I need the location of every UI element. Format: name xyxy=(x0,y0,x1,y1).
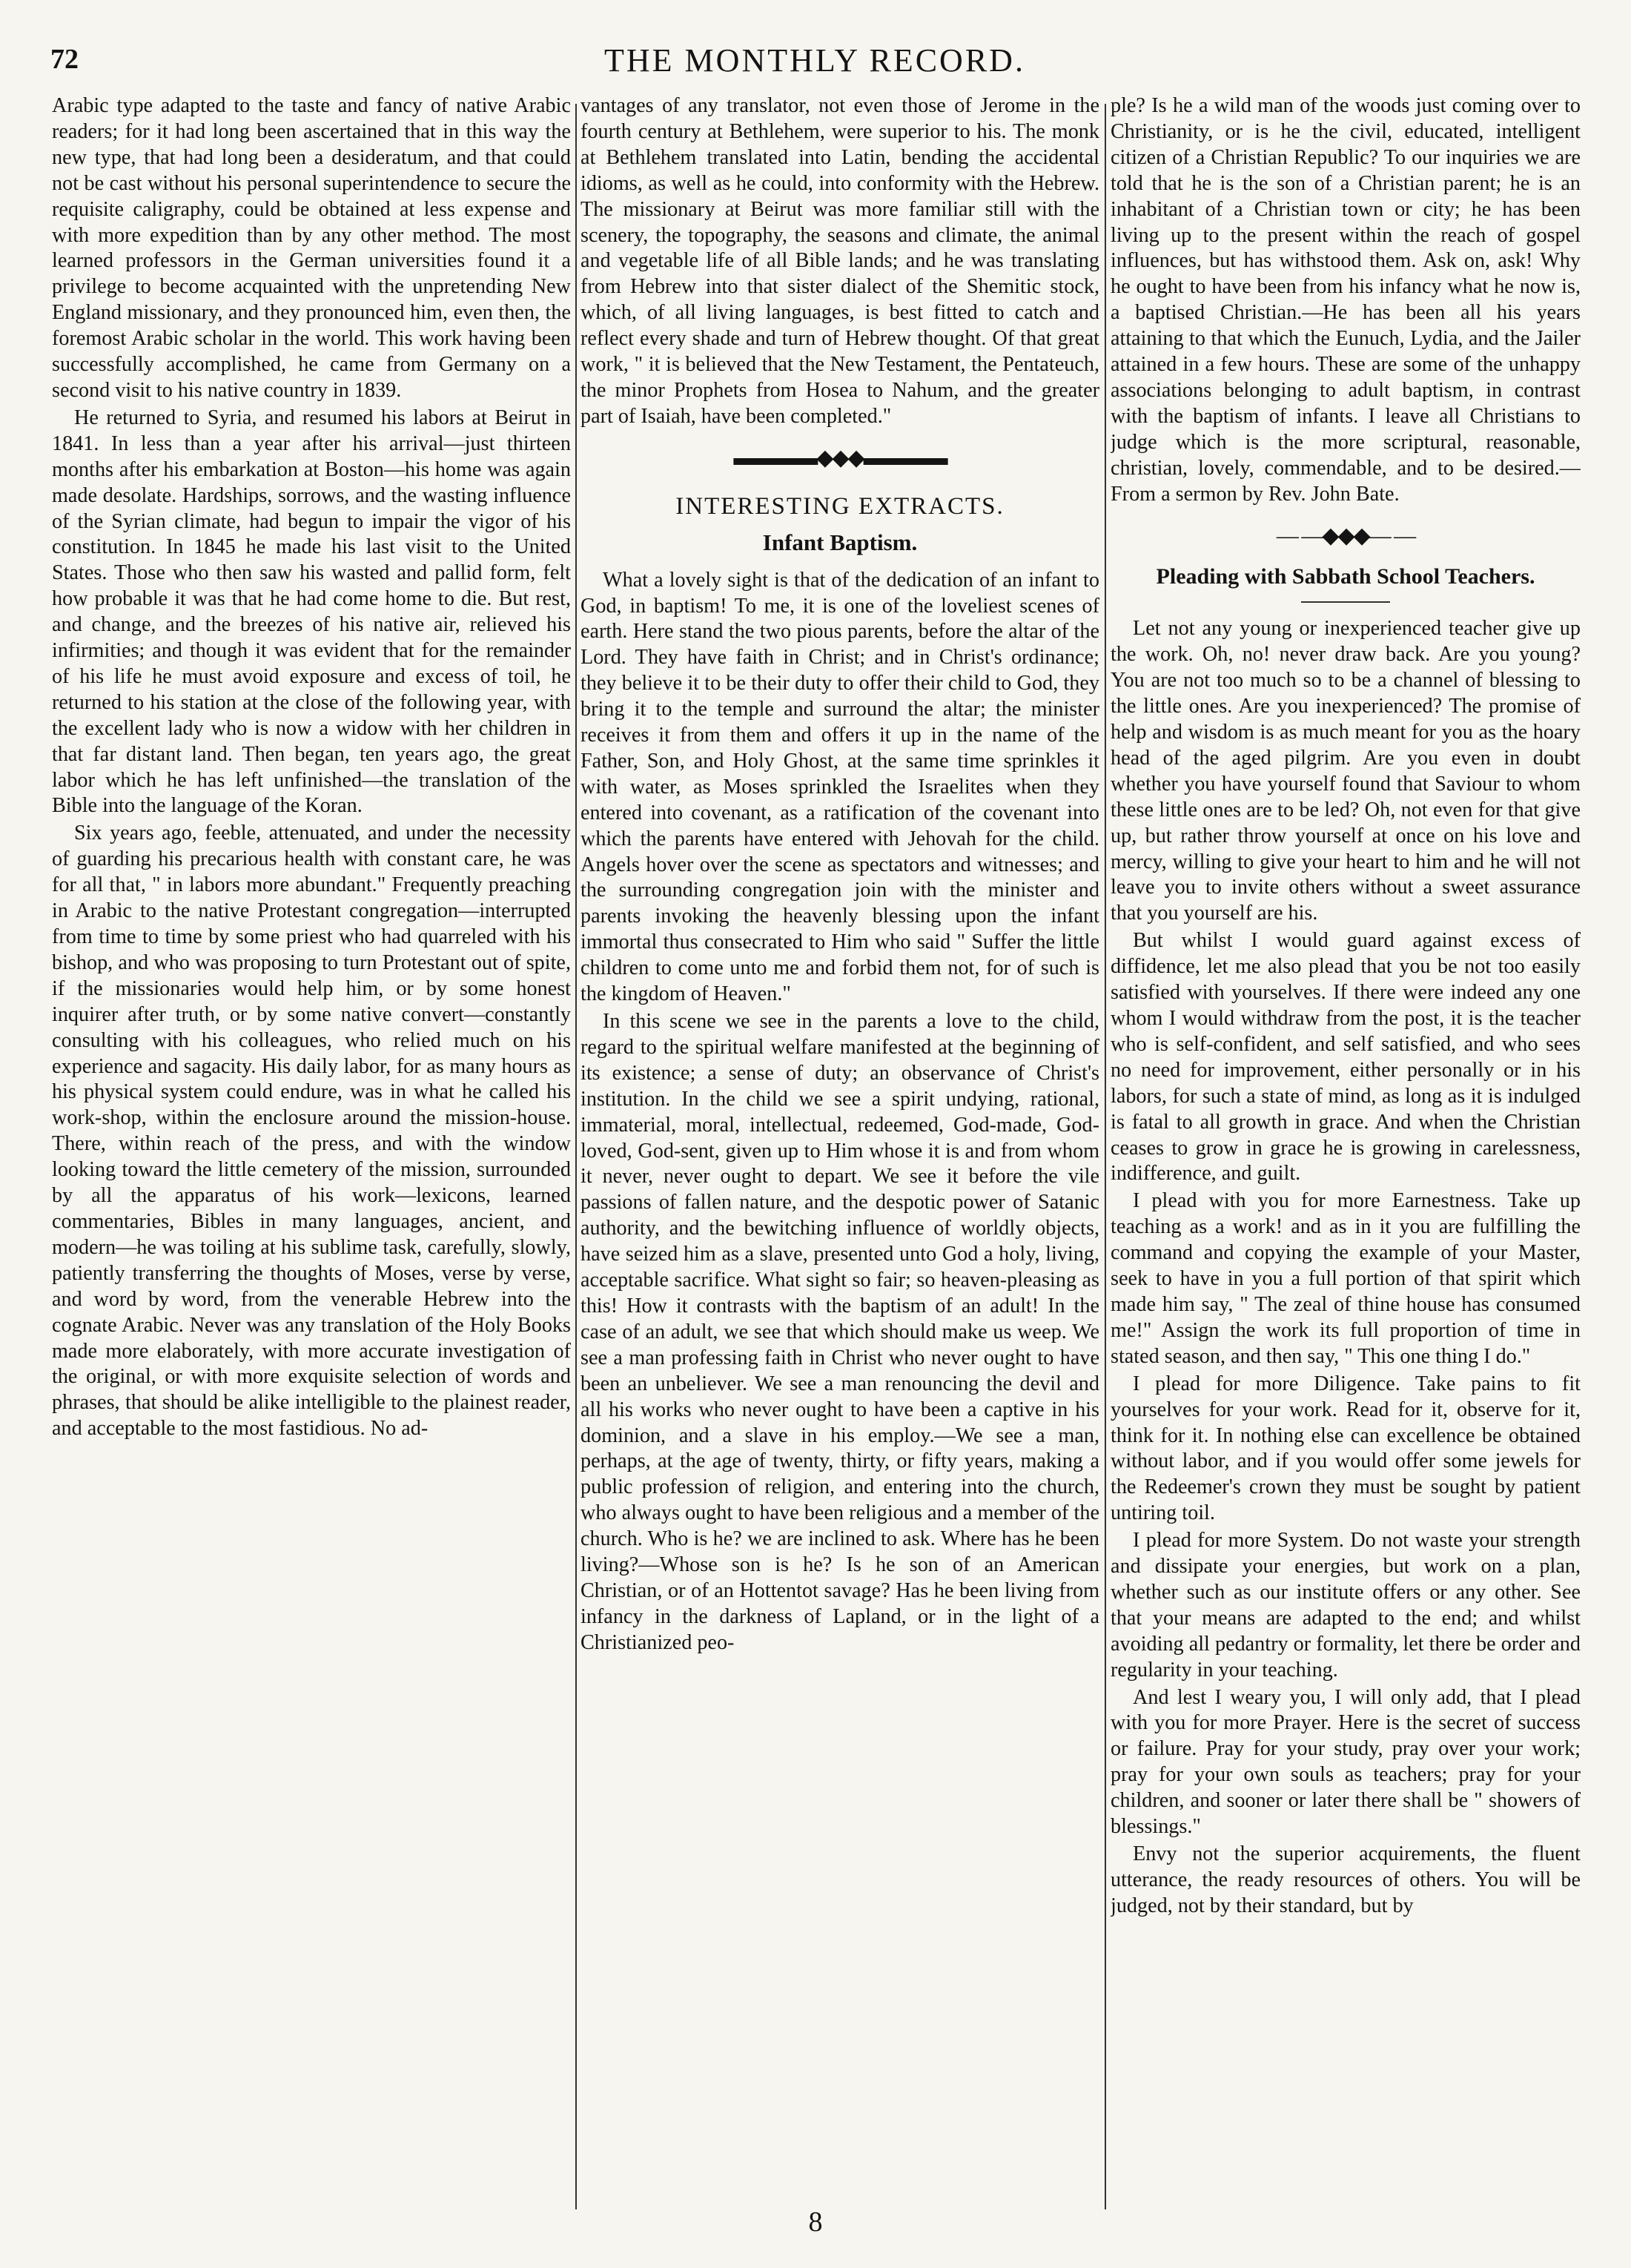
column-rule-right xyxy=(1105,104,1106,2209)
paragraph: Envy not the superior acquirements, the fluent utterance, the ready resources of others. You will be judged, not by their standard, but by xyxy=(1111,1842,1581,1917)
paragraph: What a lovely sight is that of the dedication of an infant to God, in baptism! To me, it is one of the loveliest scenes of earth. Here stand the two pious parents, before the altar of the Lord. They have faith in Christ; and in Christ's ordinance; they believe it to be their duty to offer their child to God, they bring it to the temple and surround the altar; the minister receives it from them and offers it up in the name of the Father, Son, and Holy Ghost, at the same time sprinkles it with water, as Moses sprinkled the Israelites when they entered into covenant, as a ratification of the covenant into which the parents have entered with Jehovah for the child. Angels hover over the scene as spectators and witnesses; and the surrounding congregation join with the minister and parents invoking the heavenly blessing upon the infant immortal thus consecrated to Him who said " Suffer the little children to come unto me and forbid them not, for of such is the kingdom of Heaven." xyxy=(580,568,1099,1006)
paragraph: He returned to Syria, and resumed his labors at Beirut in 1841. In less than a year after his arrival—just thirteen months after his embarkation at Boston—his home was again made desolate. Hardships, sorrows, and the wasting influence of the Syrian climate, had begun to impair the vigor of his constitution. In 1845 he made his last visit to the United States. Those who then saw his wasted and pallid form, felt how probable it was that he had come home to die. But rest, and change, and the breezes of his native air, relieved his infirmities; and though it was evident that for the remainder of his life he must avoid exposure and excess of toil, he returned to his station at the close of the following year, with the excellent lady who is now a widow with her children in that far distant land. Then began, ten years ago, the great labor which he has left unfinished—the translation of the Bible into the language of the Koran. xyxy=(52,406,571,818)
running-title: THE MONTHLY RECORD. xyxy=(604,42,1025,79)
column-right xyxy=(1111,93,1581,2206)
paragraph: I plead for more Diligence. Take pains to fit yourselves for your work. Read for it, observe for it, think for it. In nothing else can excellence be obtained without labor, and if you would offer some jewels for the Redeemer's crown they must be sought by patient untiring toil. xyxy=(1111,1372,1581,1525)
article-title: Infant Baptism. xyxy=(762,529,918,555)
title-rule xyxy=(1301,601,1390,603)
paragraph: But whilst I would guard against excess of diffidence, let me also plead that you be not too easily satisfied with yourselves. If there were indeed any one whom I would withdraw from the post, it is the teacher who is self-confident, and self satisfied, and who sees no need for improvement, either personally or in his labors, for such a state of mind, as long as it is indulged is fatal to all growth in grace. And when the Christian ceases to grow in grace he is growing in carelessness, indifference, and guilt. xyxy=(1111,929,1581,1186)
paragraph: Let not any young or inexperienced teacher give up the work. Oh, no! never draw back. Are you young? You are not too much so to be a channel of blessing to the little ones. Are you inexperienced? The promise of help and wisdom is as much meant for you as the hoary head of the aged pilgrim. Are you even in doubt whether you have yourself found that Saviour to whom these little ones are to be led? Oh, not even for that give up, but rather throw yourself at once on his love and mercy, willing to give your heart to him and he will not leave you to invite others without a sweet assurance that you yourself are his. xyxy=(1111,617,1581,925)
paragraph-continuation: ple? Is he a wild man of the woods just coming over to Christianity, or is he the civil, educated, intelligent citizen of a Christian Republic? To our inquiries we are told that he is the son of a Christian parent; he is an inhabitant of a Christian town or city; he has been living up to the present within the reach of gospel influences, but has withstood them. Ask on, ask! Why he ought to have been from his infancy what he now is, a baptised Christian.—He has been all his years attaining to that which the Eunuch, Lydia, and the Jailer attained in a few hours. These are some of the unhappy associations belonging to adult baptism, in contrast with the baptism of infants. I leave all Christians to judge which is the more scriptural, reasonable, christian, lovely, commendable, and to be desired.—From a sermon by Rev. John Bate. xyxy=(1111,94,1581,506)
page-header xyxy=(50,39,1579,82)
paragraph: Six years ago, feeble, attenuated, and under the necessity of guarding his precarious health with constant care, he was for all that, " in labors more abundant." Frequently preaching in Arabic to the native Protestant congregation—interrupted from time to time by some priest who had quarreled with his bishop, and who was proposing to turn Protestant out of spite, if the missionaries would help him, or by some honest inquirer after truth, or by some native convert—constantly consulting with his colleagues, who relied much on his experience and sagacity. His daily labor, for as many hours as his physical system could endure, was in what he called his work-shop, within the enclosure around the mission-house. There, within reach of the press, and with the window looking toward the little cemetery of the mission, surrounded by all the apparatus of his work—lexicons, learned commentaries, Bibles in many languages, ancient, and modern—he was toiling at his sublime task, carefully, slowly, patiently transferring the thoughts of Moses, verse by verse, and word by word, from the venerable Hebrew into the cognate Arabic. Never was any translation of the Holy Books made more elaborately, with more accurate investigation of the original, or with more exquisite selection of words and phrases, that should be alike intelligible to the plainest reader, and acceptable to the most fastidious. No ad- xyxy=(52,821,571,1441)
paragraph: And lest I weary you, I will only add, that I plead with you for more Prayer. Here is the secret of success or failure. Pray for your study, pray over your work; pray for your own souls as teachers; pray for your children, and sooner or later there shall be " showers of blessings." xyxy=(1111,1685,1581,1839)
column-middle xyxy=(580,93,1099,2206)
column-rule-left xyxy=(575,104,577,2209)
paragraph: In this scene we see in the parents a love to the child, regard to the spiritual welfare manifested at the beginning of its existence; a sense of duty; an observance of Christ's institution. In the child we see a spirit undying, rational, immaterial, moral, intellectual, redeemed, God-made, God-loved, God-sent, given up to Him whose it is and from whom it never, never ought to depart. We see it before the vile passions of fallen nature, and the despotic power of Satanic authority, and the bewitching influence of worldly objects, have seized him as a slave, presented unto God a holy, living, acceptable sacrifice. What sight so fair; so heaven-pleasing as this! How it contrasts with the baptism of an adult! In the case of an adult, we see that which should make us weep. We see a man professing faith in Christ who never ought to have been an unbeliever. We see a man renouncing the devil and all his works who never ought to have been a captive in his dominion, and a slave in his employ.—We see a man, perhaps, at the age of twenty, thirty, or fifty years, making a public profession of religion, and entering into the church, who always ought to have been religious and a member of the church. Who is he? we are inclined to ask. Where has he been living?—Whose son is he? Is he son of an American Christian, or of an Hottentot savage? Has he been living from infancy in the darkness of Lapland, or in the light of a Christianized peo- xyxy=(580,1010,1099,1654)
column-left xyxy=(52,93,571,2206)
page-number: 72 xyxy=(50,44,79,75)
paragraph: I plead with you for more Earnestness. Take up teaching as a work! and as in it you are fulfilling the command and copying the example of your Master, seek to have in you a full portion of that spirit which made him say, " The zeal of thine house has consumed me!" Assign the work its full proportion of time in stated season, and then say, " This one thing I do." xyxy=(1111,1189,1581,1368)
paragraph: Arabic type adapted to the taste and fancy of native Arabic readers; for it had long been ascertained that in this way the new type, that had long been a desideratum, and that could not be cast without his personal superintendence to secure the requisite caligraphy, could be obtained at less expense and with more expedition than by any other method. The most learned professors in the German universities found it a privilege to become acquainted with the unpretending New England missionary, and they pronounced him, even then, the foremost Arabic scholar in the world. This work having been successfully accomplished, he came from Germany on a second visit to his native country in 1839. xyxy=(52,94,571,402)
ornament-divider: — —◆◆◆— — xyxy=(1276,523,1415,548)
signature-mark: 8 xyxy=(808,2206,823,2238)
ornament-divider: ▬▬▬▬◆◆◆▬▬▬▬ xyxy=(733,445,947,470)
paragraph-continuation: vantages of any translator, not even those of Jerome in the fourth century at Bethlehem, were superior to his. The monk at Bethlehem translated into Latin, bending the accidental idioms, as well as he could, into conformity with the Hebrew. The missionary at Beirut was more familiar still with the scenery, the topography, the seasons and climate, the animal and vegetable life of all Bible lands; and he was translating from Hebrew into that sister dialect of the Shemitic stock, which, of all living languages, is best fitted to catch and reflect every shade and turn of Hebrew thought. Of that great work, " it is believed that the New Testament, the Pentateuch, the minor Prophets from Hosea to Nahum, and the greater part of Isaiah, have been completed." xyxy=(580,94,1099,428)
article-title: Pleading with Sabbath School Teachers. xyxy=(1156,563,1535,589)
section-title: INTERESTING EXTRACTS. xyxy=(675,492,1005,520)
paragraph: I plead for more System. Do not waste your strength and dissipate your energies, but work on a plan, whether such as our institute offers or any other. See that your means are adapted to the end; and whilst avoiding all pedantry or formality, let there be order and regularity in your teaching. xyxy=(1111,1529,1581,1682)
